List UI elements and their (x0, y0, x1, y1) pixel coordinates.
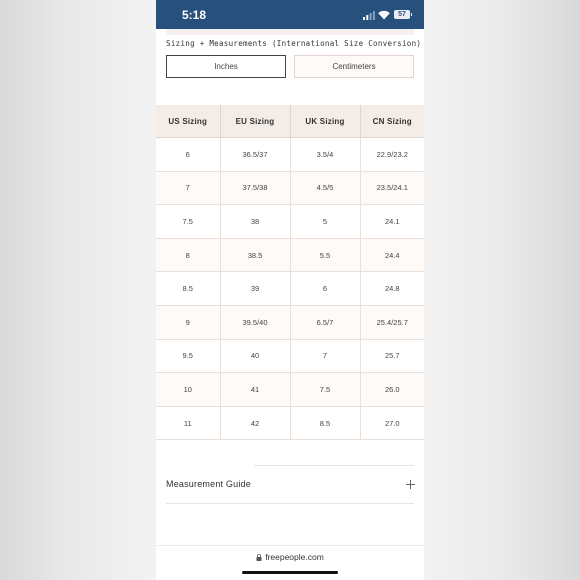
cell-uk: 5.5 (290, 238, 360, 272)
cell-eu: 40 (220, 339, 290, 373)
cell-us: 7 (156, 171, 220, 205)
cell-cn: 22.9/23.2 (360, 138, 424, 172)
phone-screen (156, 0, 424, 580)
cell-us: 8 (156, 238, 220, 272)
signal-icon (363, 11, 375, 20)
cell-eu: 39 (220, 272, 290, 306)
table-row (156, 238, 424, 272)
divider (166, 503, 414, 504)
table-row (156, 171, 424, 205)
cell-us: 9 (156, 305, 220, 339)
inches-toggle-button[interactable]: Inches (166, 55, 286, 78)
cell-eu: 42 (220, 406, 290, 440)
cell-uk: 5 (290, 205, 360, 239)
cell-uk: 7.5 (290, 373, 360, 407)
header-us-sizing: US Sizing (156, 105, 220, 138)
cell-eu: 41 (220, 373, 290, 407)
battery-icon: 57 (394, 10, 410, 19)
table-header-row (156, 105, 424, 138)
cell-cn: 24.8 (360, 272, 424, 306)
table-row (156, 205, 424, 239)
cell-cn: 25.7 (360, 339, 424, 373)
table-row (156, 339, 424, 373)
cell-uk: 6 (290, 272, 360, 306)
cell-us: 6 (156, 138, 220, 172)
table-row (156, 305, 424, 339)
wifi-icon (378, 9, 390, 20)
header-eu-sizing: EU Sizing (220, 105, 290, 138)
table-row (156, 272, 424, 306)
cell-eu: 39.5/40 (220, 305, 290, 339)
cell-us: 8.5 (156, 272, 220, 306)
cell-us: 7.5 (156, 205, 220, 239)
cell-us: 9.5 (156, 339, 220, 373)
status-bar (156, 0, 424, 29)
browser-bar-divider (156, 545, 424, 546)
cell-us: 10 (156, 373, 220, 407)
cell-eu: 36.5/37 (220, 138, 290, 172)
plus-icon[interactable] (406, 480, 415, 489)
sizing-section-title: Sizing + Measurements (International Size Conversion) (166, 39, 422, 48)
cell-uk: 3.5/4 (290, 138, 360, 172)
previous-section-edge (166, 29, 414, 35)
size-conversion-table (156, 105, 424, 440)
url-text: freepeople.com (265, 552, 324, 562)
cell-cn: 25.4/25.7 (360, 305, 424, 339)
table-row (156, 373, 424, 407)
cell-uk: 8.5 (290, 406, 360, 440)
cell-cn: 27.0 (360, 406, 424, 440)
home-indicator[interactable] (242, 571, 338, 574)
cell-eu: 38.5 (220, 238, 290, 272)
centimeters-toggle-button[interactable]: Centimeters (294, 55, 414, 78)
cell-cn: 24.1 (360, 205, 424, 239)
cell-uk: 4.5/5 (290, 171, 360, 205)
table-row (156, 138, 424, 172)
lock-icon (256, 554, 262, 561)
status-time: 5:18 (182, 8, 207, 22)
measurement-guide-toggle[interactable]: Measurement Guide (166, 479, 251, 489)
header-cn-sizing: CN Sizing (360, 105, 424, 138)
browser-url-bar[interactable] (156, 552, 424, 562)
cell-uk: 6.5/7 (290, 305, 360, 339)
cell-us: 11 (156, 406, 220, 440)
header-uk-sizing: UK Sizing (290, 105, 360, 138)
cell-eu: 38 (220, 205, 290, 239)
cell-cn: 23.5/24.1 (360, 171, 424, 205)
cell-cn: 26.0 (360, 373, 424, 407)
cell-uk: 7 (290, 339, 360, 373)
table-row (156, 406, 424, 440)
cell-cn: 24.4 (360, 238, 424, 272)
cell-eu: 37.5/38 (220, 171, 290, 205)
divider (254, 465, 414, 466)
